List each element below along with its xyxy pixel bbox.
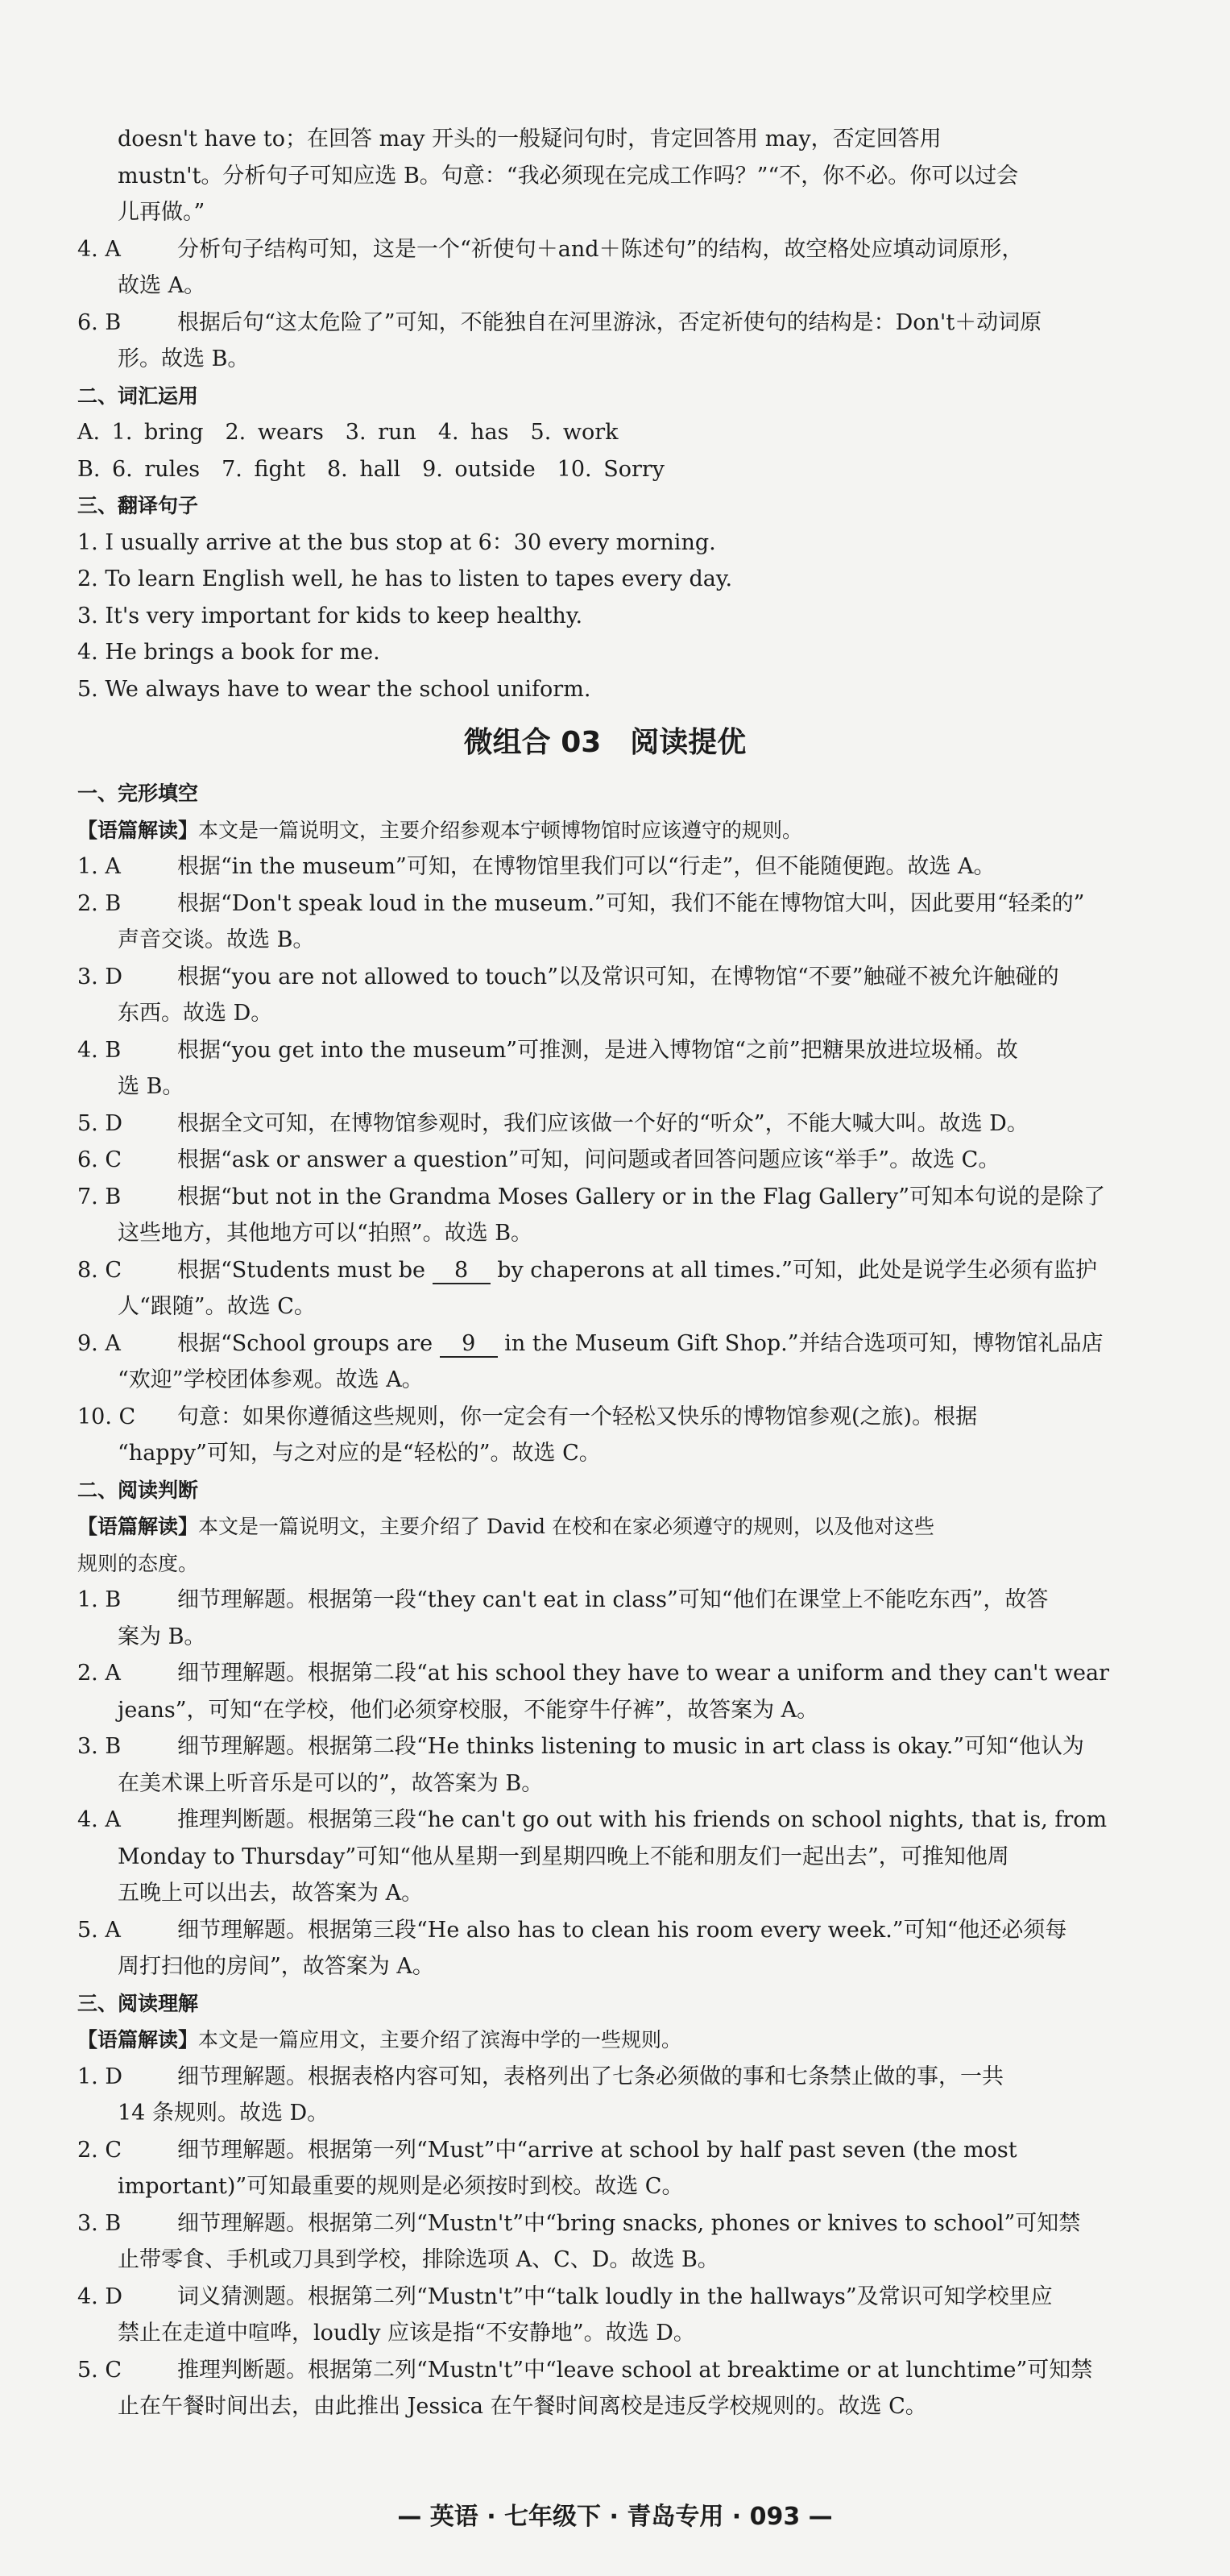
answer-number: 5. D	[77, 1110, 122, 1136]
translation-item: 4. He brings a book for me.	[77, 640, 380, 665]
answer-item	[77, 1912, 1133, 1985]
answer-item	[77, 2205, 1133, 2279]
answer-item	[77, 1105, 1133, 1143]
answer-item	[77, 1655, 1133, 1728]
answer-text: “欢迎”学校团体参观。故选 A。	[118, 1367, 424, 1392]
vocab-line-a: A. 1. bring 2. wears 3. run 4. has 5. work	[77, 420, 619, 445]
answer-text: 选 B。	[118, 1074, 184, 1099]
answer-text: 根据后句“这太危险了”可知，不能独自在河里游泳，否定祈使句的结构是：Don't＋动词原	[177, 309, 1042, 335]
section-heading: 三、翻译句子	[77, 494, 199, 517]
intro-text: 本文是一篇应用文，主要介绍了滨海中学的一些规则。	[198, 2028, 682, 2051]
answer-item	[77, 886, 1133, 959]
answer-number: 3. D	[77, 964, 122, 989]
answer-text: 这些地方，其他地方可以“拍照”。故选 B。	[118, 1221, 533, 1246]
answer-text: 根据“but not in the Grandma Moses Gallery or in the Flag Gallery”可知本句说的是除了	[177, 1184, 1106, 1209]
answer-text: 根据“you are not allowed to touch”以及常识可知，在博物馆“不要”触碰不被允许触碰的	[177, 964, 1059, 989]
answer-text: 止在午餐时间出去，由此推出 Jessica 在午餐时间离校是违反学校规则的。故选 C。	[118, 2394, 927, 2419]
intro-tag: 【语篇解读】	[77, 2028, 199, 2051]
answer-item	[77, 1802, 1133, 1912]
answer-item	[77, 2132, 1133, 2205]
answer-item	[77, 1728, 1133, 1802]
answer-number: 6. B	[77, 309, 122, 335]
answer-text: 推理判断题。根据第三段“he can't go out with his friends on school nights, that is, from	[177, 1807, 1108, 1832]
answer-text: 周打扫他的房间”，故答案为 A。	[118, 1954, 434, 1979]
page-footer: — 英语 · 七年级下 · 青岛专用 · 093 —	[397, 2503, 833, 2531]
answer-number: 4. A	[77, 236, 121, 262]
answer-number: 1. B	[77, 1587, 122, 1612]
intro-text: 本文是一篇说明文，主要介绍了 David 在校和在家必须遵守的规则，以及他对这些	[198, 1515, 934, 1538]
answer-text: 细节理解题。根据表格内容可知，表格列出了七条必须做的事和七条禁止做的事，一共	[177, 2064, 1004, 2089]
answer-number: 2. C	[77, 2137, 122, 2163]
answer-text: 五晚上可以出去，故答案为 A。	[118, 1881, 424, 1906]
answer-text: by chaperons at all times.”可知，此处是说学生必须有监护	[490, 1257, 1097, 1283]
answer-text: 根据“Don't speak loud in the museum.”可知，我们不能在博物馆大叫，因此要用“轻柔的”	[177, 890, 1085, 916]
passage-intro	[77, 2022, 1133, 2059]
vocab-line-b: B. 6. rules 7. fight 8. hall 9. outside 10. Sorry	[77, 456, 665, 482]
answer-number: 2. B	[77, 890, 122, 916]
answer-number: 8. C	[77, 1257, 122, 1283]
answer-number: 4. B	[77, 1037, 122, 1063]
answer-text: 声音交谈。故选 B。	[118, 927, 315, 952]
translation-item: 2. To learn English well, he has to listen to tapes every day.	[77, 566, 733, 591]
text-line: 儿再做。”	[118, 200, 205, 225]
answer-item	[77, 1142, 1133, 1179]
answer-number: 4. A	[77, 1807, 121, 1832]
section-heading: 三、阅读理解	[77, 1991, 199, 2015]
answer-number: 3. B	[77, 2210, 122, 2236]
judge-section	[77, 1472, 1133, 1985]
intro-text: 规则的态度。	[77, 1551, 199, 1575]
blank-8: 8	[433, 1259, 491, 1284]
answer-item	[77, 305, 1133, 378]
answer-number: 3. B	[77, 1734, 122, 1759]
page-title: 微组合 03 阅读提优	[463, 726, 747, 759]
passage-intro	[77, 1508, 1133, 1545]
answer-number: 10. C	[77, 1404, 136, 1429]
translation-item: 1. I usually arrive at the bus stop at 6：30 every morning.	[77, 529, 716, 555]
answer-text: 止带零食、手机或刀具到学校，排除选项 A、C、D。故选 B。	[118, 2247, 719, 2272]
intro-tag: 【语篇解读】	[77, 1515, 199, 1538]
answer-text: 形。故选 B。	[118, 346, 250, 371]
translate-section	[77, 487, 1133, 707]
answer-number: 7. B	[77, 1184, 122, 1209]
section-heading: 二、阅读判断	[77, 1478, 199, 1502]
answer-item	[77, 1032, 1133, 1105]
vocab-section	[77, 378, 1133, 488]
answer-text: 故选 A。	[118, 273, 206, 298]
answer-text: 细节理解题。根据第二段“at his school they have to wear a uniform and they can't wear	[177, 1661, 1110, 1686]
answer-text: 根据全文可知，在博物馆参观时，我们应该做一个好的“听众”，不能大喊大叫。故选 D。	[177, 1110, 1029, 1136]
passage-intro	[77, 812, 1133, 849]
answer-text: 细节理解题。根据第二段“He thinks listening to music in art class is okay.”可知“他认为	[177, 1734, 1084, 1759]
top-continuation	[77, 121, 1133, 378]
blank-9: 9	[440, 1332, 498, 1358]
answer-text: 根据“Students must be	[177, 1257, 433, 1283]
answer-text: 推理判断题。根据第二列“Mustn't”中“leave school at breaktime or at lunchtime”可知禁	[177, 2357, 1093, 2383]
cloze-section	[77, 775, 1133, 1472]
answer-number: 5. A	[77, 1917, 121, 1943]
answer-text: 人“跟随”。故选 C。	[118, 1294, 316, 1319]
answer-text: 根据“School groups are	[177, 1330, 440, 1356]
answer-text: “happy”可知，与之对应的是“轻松的”。故选 C。	[118, 1441, 601, 1466]
answer-number: 5. C	[77, 2357, 122, 2383]
answer-text: 根据“in the museum”可知，在博物馆里我们可以“行走”，但不能随便跑。故选 A。	[177, 854, 996, 879]
answer-item	[77, 2059, 1133, 2132]
answer-number: 9. A	[77, 1330, 121, 1356]
answer-number: 1. A	[77, 854, 121, 879]
comprehension-section	[77, 1985, 1133, 2425]
judge-items	[77, 1582, 1133, 1985]
translation-item: 3. It's very important for kids to keep healthy.	[77, 603, 583, 628]
answer-text: 词义猜测题。根据第二列“Mustn't”中“talk loudly in the hallways”及常识可知学校里应	[177, 2284, 1053, 2309]
answer-text: jeans”，可知“在学校，他们必须穿校服，不能穿牛仔裤”，故答案为 A。	[118, 1697, 819, 1723]
section-heading: 二、词汇运用	[77, 384, 199, 408]
answer-text: 句意：如果你遵循这些规则，你一定会有一个轻松又快乐的博物馆参观(之旅)。根据	[177, 1404, 978, 1429]
answer-text: 14 条规则。故选 D。	[118, 2101, 329, 2126]
answer-text: important)”可知最重要的规则是必须按时到校。故选 C。	[118, 2174, 684, 2199]
intro-tag: 【语篇解读】	[77, 818, 199, 842]
answer-text: 案为 B。	[118, 1624, 206, 1649]
answer-text: 禁止在走道中喧哗，loudly 应该是指“不安静地”。故选 D。	[118, 2321, 695, 2346]
answer-text: 分析句子结构可知，这是一个“祈使句＋and＋陈述句”的结构，故空格处应填动词原形，	[177, 236, 1024, 262]
answer-number: 2. A	[77, 1661, 121, 1686]
text-line: doesn't have to；在回答 may 开头的一般疑问句时，肯定回答用 may，否定回答用	[118, 127, 942, 151]
answer-item	[77, 1582, 1133, 1655]
answer-text: 细节理解题。根据第一段“they can't eat in class”可知“他们在课堂上不能吃东西”，故答	[177, 1587, 1049, 1612]
translation-item: 5. We always have to wear the school uniform.	[77, 676, 591, 702]
intro-text: 本文是一篇说明文，主要介绍参观本宁顿博物馆时应该遵守的规则。	[198, 818, 803, 842]
answer-text: 根据“you get into the museum”可推测，是进入博物馆“之前”把糖果放进垃圾桶。故	[177, 1037, 1018, 1063]
answer-item	[77, 2279, 1133, 2352]
answer-number: 1. D	[77, 2064, 122, 2089]
answer-item	[77, 1179, 1133, 1252]
answer-text: Monday to Thursday”可知“他从星期一到星期四晚上不能和朋友们一起出去”，可推知他周	[118, 1844, 1009, 1869]
section-heading: 一、完形填空	[77, 782, 199, 805]
cloze-items	[77, 848, 1133, 1252]
answer-item	[77, 231, 1133, 305]
answer-item	[77, 1399, 1133, 1472]
answer-text: in the Museum Gift Shop.”并结合选项可知，博物馆礼品店	[497, 1330, 1104, 1356]
answer-text: 细节理解题。根据第三段“He also has to clean his room every week.”可知“他还必须每	[177, 1917, 1067, 1943]
answer-item	[77, 1252, 1133, 1325]
answer-text: 在美术课上听音乐是可以的”，故答案为 B。	[118, 1770, 544, 1796]
answer-text: 细节理解题。根据第一列“Must”中“arrive at school by half past seven (the most	[177, 2137, 1017, 2163]
answer-text: 细节理解题。根据第二列“Mustn't”中“bring snacks, phones or knives to school”可知禁	[177, 2210, 1081, 2236]
text-line: mustn't。分析句子可知应选 B。句意：“我必须现在完成工作吗？”“不，你不必。你可以过会	[118, 163, 1019, 189]
answer-text: 根据“ask or answer a question”可知，问问题或者回答问题应该“举手”。故选 C。	[177, 1147, 1000, 1172]
answer-number: 4. D	[77, 2284, 122, 2309]
answer-item	[77, 2352, 1133, 2425]
answer-text: 东西。故选 D。	[118, 1001, 273, 1026]
answer-item	[77, 848, 1133, 886]
answer-item	[77, 959, 1133, 1032]
answer-item	[77, 1325, 1133, 1399]
comprehension-items	[77, 2059, 1133, 2425]
page-content	[77, 121, 1133, 2425]
answer-number: 6. C	[77, 1147, 122, 1172]
